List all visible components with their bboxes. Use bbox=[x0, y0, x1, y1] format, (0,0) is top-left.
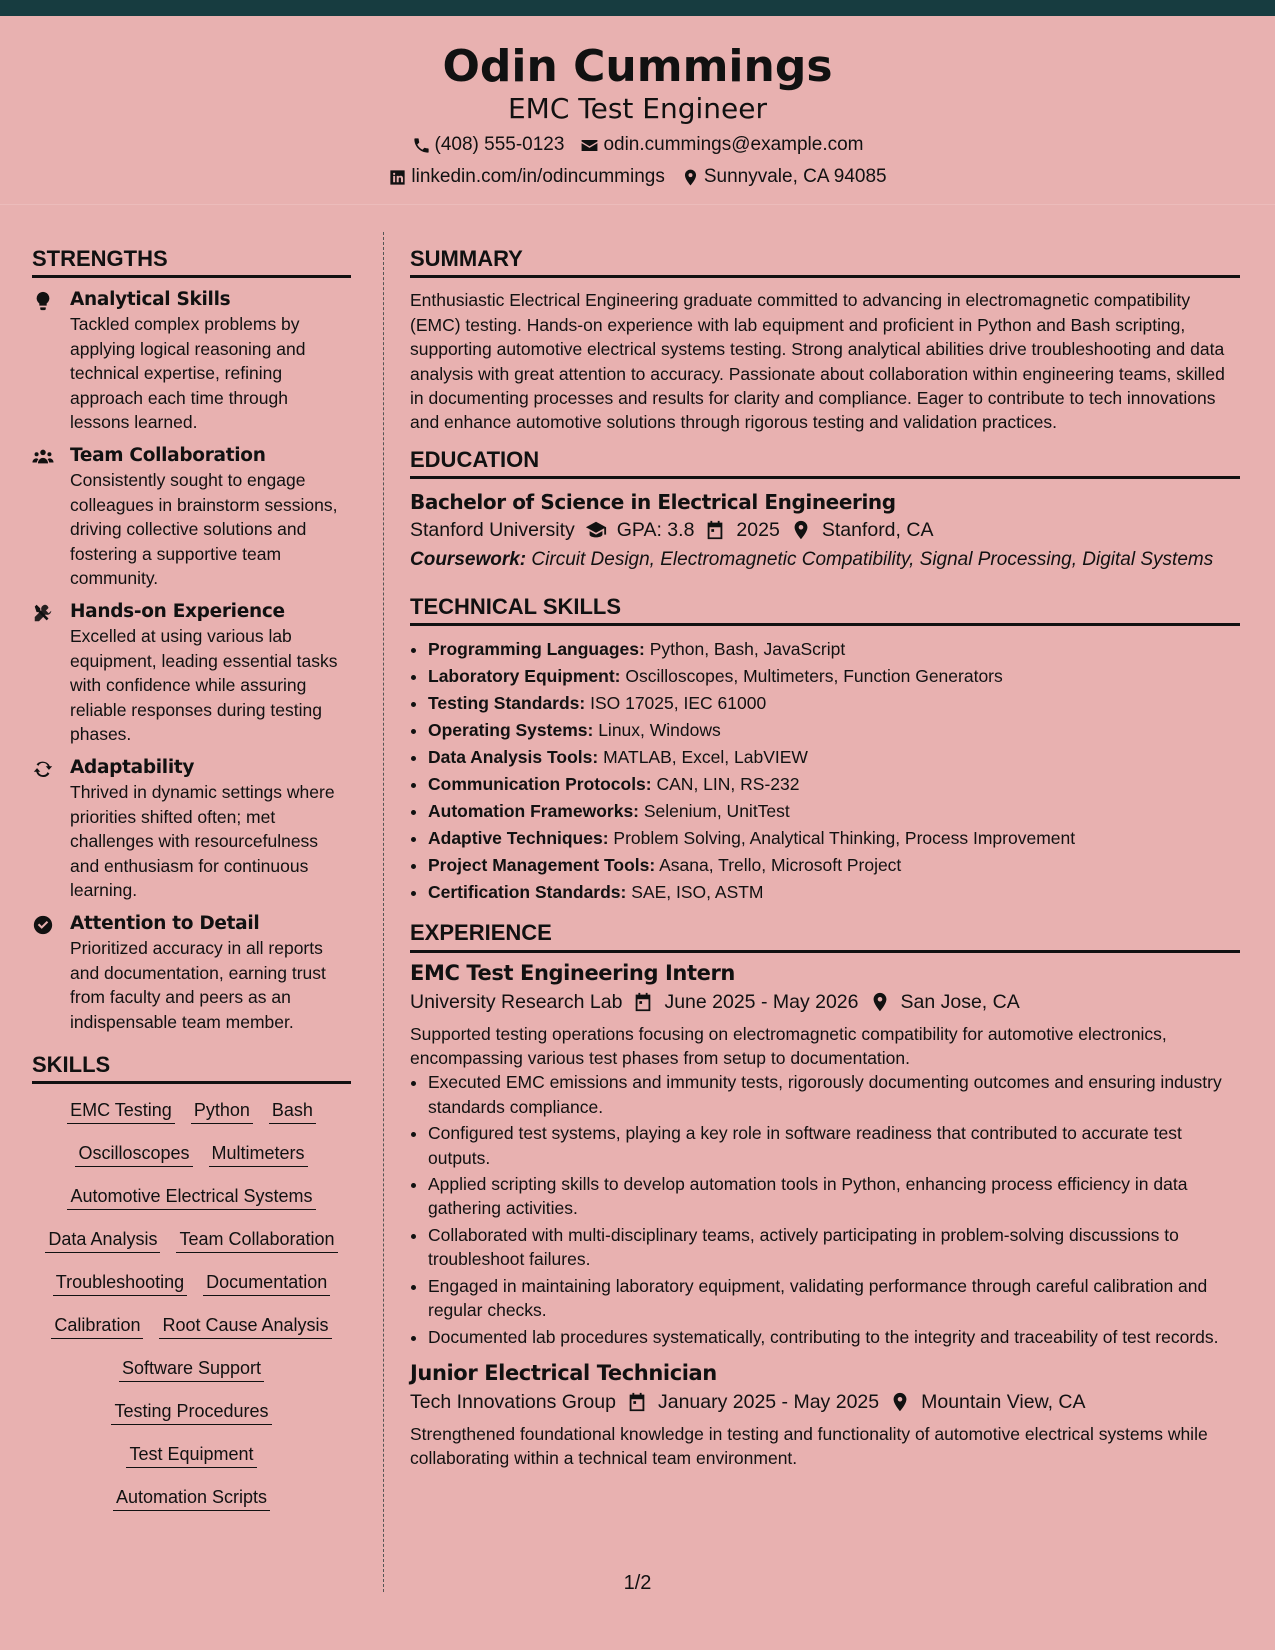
skill-tag: Data Analysis bbox=[45, 1227, 160, 1253]
map-pin-icon bbox=[681, 168, 700, 187]
phone-contact[interactable] bbox=[412, 134, 565, 157]
calendar-icon bbox=[632, 991, 654, 1013]
skill-tag: Automotive Electrical Systems bbox=[67, 1184, 315, 1210]
strength-description: Excelled at using various lab equipment, leading essential tasks with confidence while assuring reliable responses during testing phases. bbox=[70, 626, 338, 744]
skill-tag: Automation Scripts bbox=[113, 1485, 270, 1511]
skills-row bbox=[32, 1098, 351, 1124]
list-item bbox=[428, 771, 1240, 798]
strength-title: Attention to Detail bbox=[70, 913, 260, 935]
skill-tag: Testing Procedures bbox=[111, 1399, 271, 1425]
graduation-cap-icon bbox=[585, 519, 607, 541]
calendar-icon bbox=[704, 519, 726, 541]
strength-title: Analytical Skills bbox=[70, 289, 231, 311]
list-item: • Collaborated with multi-disciplinary teams, actively participating in problem-solving discussions to troubleshoot failures. bbox=[428, 1223, 1240, 1272]
tech-skill-value: Problem Solving, Analytical Thinking, Process Improvement bbox=[613, 828, 1076, 849]
check-circle-icon bbox=[32, 914, 54, 936]
job-position: EMC Test Engineering Intern bbox=[410, 960, 735, 985]
skill-tag: Multimeters bbox=[209, 1141, 308, 1167]
job-position: Junior Electrical Technician bbox=[410, 1360, 717, 1385]
skills-heading: SKILLS bbox=[32, 1052, 351, 1084]
job-dates-item bbox=[632, 987, 858, 1017]
skill-tag: Bash bbox=[269, 1098, 316, 1124]
strength-title: Hands-on Experience bbox=[70, 601, 285, 623]
coursework bbox=[410, 548, 1240, 572]
job-entry bbox=[410, 959, 1240, 1349]
job-entry bbox=[410, 1359, 1240, 1471]
email-contact[interactable] bbox=[580, 134, 863, 157]
list-item: • Documented lab procedures systematically, contributing to the integrity and traceability of test records. bbox=[428, 1325, 1240, 1349]
skills-row bbox=[32, 1313, 351, 1339]
right-column bbox=[410, 246, 1240, 1471]
technical-skills-heading: TECHNICAL SKILLS bbox=[410, 594, 1240, 626]
skills-row bbox=[32, 1399, 351, 1425]
strength-title: Adaptability bbox=[70, 757, 195, 779]
school-location-item bbox=[790, 515, 934, 545]
tech-skill-label: Adaptive Techniques: bbox=[428, 828, 609, 849]
school-name: Stanford University bbox=[410, 519, 575, 542]
job-dates: January 2025 - May 2025 bbox=[657, 1390, 880, 1413]
gpa-item bbox=[585, 515, 695, 545]
phone-text: (408) 555-0123 bbox=[434, 134, 565, 155]
experience-heading: EXPERIENCE bbox=[410, 920, 1240, 952]
strength-description: Tackled complex problems by applying logical reasoning and technical expertise, refining approach each time through lessons learned. bbox=[70, 314, 306, 432]
education-heading: EDUCATION bbox=[410, 447, 1240, 479]
job-description: Strengthened foundational knowledge in testing and functionality of automotive electrical systems while collaborating within a technical team environment. bbox=[410, 1423, 1208, 1469]
strengths-heading: STRENGTHS bbox=[32, 246, 351, 278]
candidate-name: Odin Cummings bbox=[442, 41, 833, 92]
skills-row bbox=[32, 1442, 351, 1468]
job-location-item bbox=[889, 1387, 1085, 1417]
map-pin-icon bbox=[790, 519, 812, 541]
contact-line-2 bbox=[0, 166, 1275, 189]
page-number-text: 1/2 bbox=[623, 1572, 652, 1594]
linkedin-text: linkedin.com/in/odincummings bbox=[411, 166, 665, 187]
tech-skill-label: Automation Frameworks: bbox=[428, 801, 639, 822]
list-item bbox=[428, 825, 1240, 852]
tech-skill-label: Programming Languages: bbox=[428, 639, 645, 660]
strength-description: Thrived in dynamic settings where priorities shifted often; met challenges with resourcefulness and enthusiasm for continuous learning. bbox=[70, 782, 335, 901]
job-responsibilities bbox=[410, 1070, 1240, 1348]
users-icon bbox=[32, 446, 54, 468]
skills-row bbox=[32, 1227, 351, 1253]
envelope-icon bbox=[580, 136, 599, 155]
tech-skill-value: SAE, ISO, ASTM bbox=[631, 882, 764, 903]
skill-tag: Test Equipment bbox=[126, 1442, 256, 1468]
tech-skill-label: Laboratory Equipment: bbox=[428, 666, 621, 687]
job-meta bbox=[410, 1387, 1240, 1417]
skill-tag: Troubleshooting bbox=[53, 1270, 187, 1296]
lightbulb-icon bbox=[32, 290, 54, 312]
skills-list bbox=[32, 1094, 351, 1511]
list-item: • Configured test systems, playing a key role in software readiness that contributed to accurate test outputs. bbox=[428, 1121, 1240, 1170]
skills-row bbox=[32, 1485, 351, 1511]
strength-item bbox=[32, 912, 351, 1034]
summary-heading: SUMMARY bbox=[410, 246, 1240, 278]
job-location: Mountain View, CA bbox=[921, 1390, 1086, 1413]
list-item bbox=[428, 852, 1240, 879]
tech-skill-value: Oscilloscopes, Multimeters, Function Generators bbox=[625, 666, 1003, 687]
tech-skill-value: Selenium, UnitTest bbox=[643, 801, 790, 822]
skill-tag: Documentation bbox=[203, 1270, 330, 1296]
tech-skill-value: Python, Bash, JavaScript bbox=[649, 639, 846, 660]
skills-row bbox=[32, 1184, 351, 1210]
coursework-label: Coursework: bbox=[410, 549, 527, 571]
tech-skill-value: Linux, Windows bbox=[598, 720, 721, 741]
skill-tag: Team Collaboration bbox=[176, 1227, 337, 1253]
skills-row bbox=[32, 1356, 351, 1382]
list-item bbox=[428, 879, 1240, 906]
linkedin-icon bbox=[388, 168, 407, 187]
tools-icon bbox=[32, 602, 54, 624]
strength-item bbox=[32, 444, 351, 590]
skills-row bbox=[32, 1141, 351, 1167]
summary-text: Enthusiastic Electrical Engineering graduate committed to advancing in electromagnetic compatibility (EMC) testing. Hands-on experience with lab equipment and proficient in Python and Bash scripting, supporting automotive electrical systems testing. Strong analytical abilities drive troubleshooting and data analysis with great attention to accuracy. Passionate about collaboration within engineering teams, skilled in documenting processes and results for clarity and compliance. Eager to contribute to tech innovations and enhance automotive solutions through rigorous testing and validation practices. bbox=[410, 290, 1225, 433]
linkedin-contact[interactable] bbox=[388, 166, 664, 189]
school-location-text: Stanford, CA bbox=[821, 519, 934, 542]
strength-description: Prioritized accuracy in all reports and documentation, earning trust from faculty and peers as an indispensable team member. bbox=[70, 938, 326, 1032]
job-location-item bbox=[869, 987, 1020, 1017]
skill-tag: Oscilloscopes bbox=[75, 1141, 192, 1167]
tech-skill-label: Operating Systems: bbox=[428, 720, 594, 741]
technical-skills-list bbox=[410, 636, 1240, 906]
phone-icon bbox=[412, 136, 431, 155]
company-name: University Research Lab bbox=[410, 990, 623, 1013]
tech-skill-label: Communication Protocols: bbox=[428, 774, 652, 795]
tech-skill-value: CAN, LIN, RS-232 bbox=[656, 774, 800, 795]
strength-description: Consistently sought to engage colleagues in brainstorm sessions, driving collective solutions and fostering a supportive team community. bbox=[70, 470, 338, 588]
list-item bbox=[428, 690, 1240, 717]
job-description: Supported testing operations focusing on electromagnetic compatibility for automotive electronics, encompassing various test phases from setup to documentation. bbox=[410, 1023, 1167, 1069]
strength-item bbox=[32, 600, 351, 746]
degree-title: Bachelor of Science in Electrical Engineering bbox=[410, 490, 896, 515]
gpa-text: GPA: 3.8 bbox=[616, 519, 695, 542]
skills-row bbox=[32, 1270, 351, 1296]
tech-skill-value: Asana, Trello, Microsoft Project bbox=[659, 855, 902, 876]
map-pin-icon bbox=[889, 1391, 911, 1413]
year-text: 2025 bbox=[736, 519, 780, 542]
company-name: Tech Innovations Group bbox=[410, 1390, 616, 1413]
top-accent-bar bbox=[0, 0, 1275, 16]
strength-title: Team Collaboration bbox=[70, 445, 266, 467]
list-item bbox=[428, 663, 1240, 690]
skill-tag: Root Cause Analysis bbox=[159, 1313, 331, 1339]
location-contact bbox=[681, 166, 887, 189]
page-number bbox=[0, 1572, 1275, 1595]
skill-tag: Calibration bbox=[51, 1313, 143, 1339]
strength-item bbox=[32, 756, 351, 902]
tech-skill-label: Project Management Tools: bbox=[428, 855, 656, 876]
list-item bbox=[428, 636, 1240, 663]
year-item bbox=[704, 515, 779, 545]
tech-skill-label: Testing Standards: bbox=[428, 693, 586, 714]
list-item bbox=[428, 798, 1240, 825]
job-title: EMC Test Engineer bbox=[507, 92, 768, 125]
tech-skill-label: Data Analysis Tools: bbox=[428, 747, 599, 768]
job-dates: June 2025 - May 2026 bbox=[664, 990, 859, 1013]
skill-tag: EMC Testing bbox=[67, 1098, 175, 1124]
list-item: • Executed EMC emissions and immunity tests, rigorously documenting outcomes and ensuring industry standards compliance. bbox=[428, 1070, 1240, 1119]
coursework-text: Circuit Design, Electromagnetic Compatibility, Signal Processing, Digital Systems bbox=[531, 549, 1214, 571]
contact-line-1 bbox=[0, 134, 1275, 157]
sync-icon bbox=[32, 758, 54, 780]
resume-header bbox=[0, 16, 1275, 205]
calendar-icon bbox=[626, 1391, 648, 1413]
column-divider bbox=[383, 232, 384, 1592]
job-meta bbox=[410, 987, 1240, 1017]
education-meta bbox=[410, 515, 1240, 545]
left-column bbox=[32, 246, 351, 1528]
job-location: San Jose, CA bbox=[900, 990, 1020, 1013]
skill-tag: Software Support bbox=[119, 1356, 264, 1382]
list-item: • Applied scripting skills to develop automation tools in Python, enhancing process efficiency in data gathering activities. bbox=[428, 1172, 1240, 1221]
strength-item bbox=[32, 288, 351, 434]
list-item: • Engaged in maintaining laboratory equipment, validating performance through careful calibration and regular checks. bbox=[428, 1274, 1240, 1323]
list-item bbox=[428, 744, 1240, 771]
map-pin-icon bbox=[869, 991, 891, 1013]
email-text: odin.cummings@example.com bbox=[603, 134, 864, 155]
tech-skill-label: Certification Standards: bbox=[428, 882, 627, 903]
tech-skill-value: ISO 17025, IEC 61000 bbox=[590, 693, 767, 714]
skill-tag: Python bbox=[191, 1098, 253, 1124]
list-item bbox=[428, 717, 1240, 744]
tech-skill-value: MATLAB, Excel, LabVIEW bbox=[603, 747, 808, 768]
location-text: Sunnyvale, CA 94085 bbox=[703, 166, 887, 187]
job-dates-item bbox=[626, 1387, 879, 1417]
